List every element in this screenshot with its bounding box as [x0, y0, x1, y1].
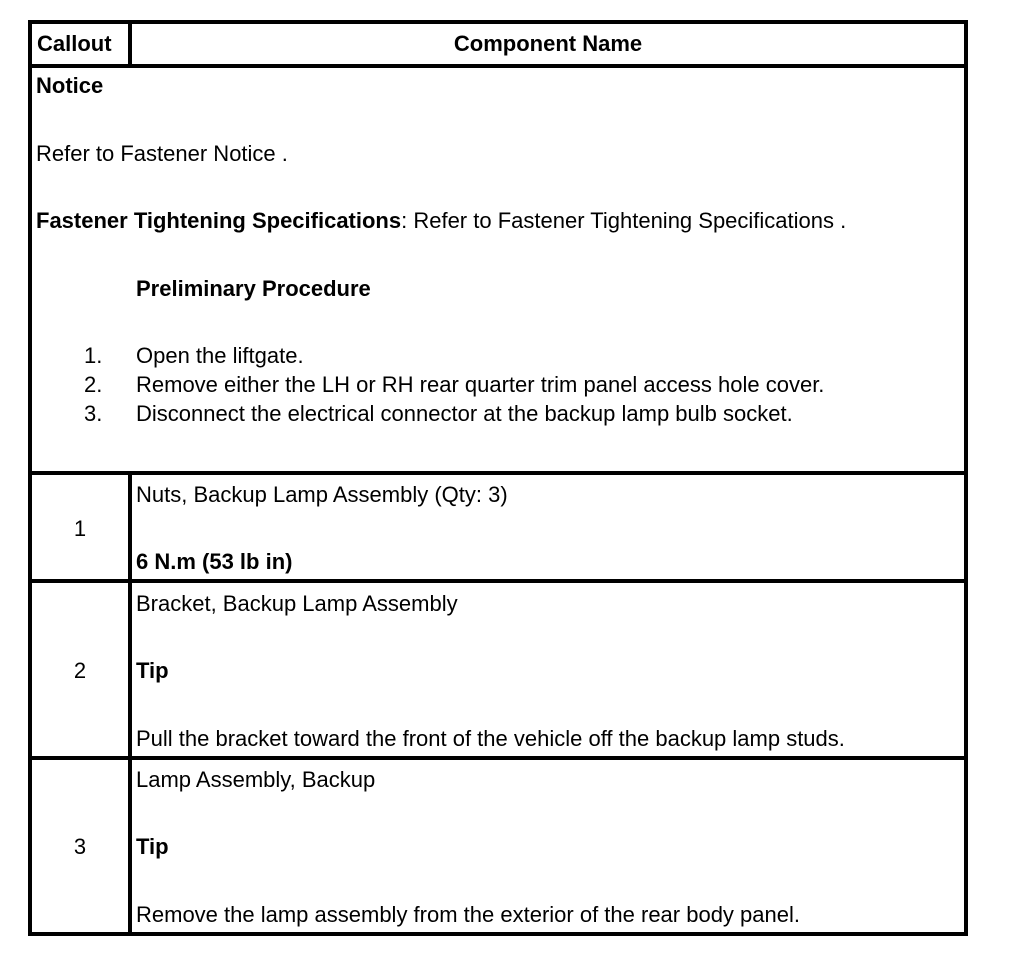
tip-text: Remove the lamp assembly from the exterior of the rear body panel. [136, 902, 800, 927]
component-name: Nuts, Backup Lamp Assembly (Qty: 3) [136, 482, 508, 507]
tip-text: Pull the bracket toward the front of the vehicle off the backup lamp studs. [136, 726, 845, 751]
fastener-spec-text: : Refer to Fastener Tightening Specifications . [401, 208, 847, 233]
step-text: Remove either the LH or RH rear quarter trim panel access hole cover. [136, 372, 825, 397]
notice-title: Notice [36, 73, 104, 98]
step-number: 2. [84, 372, 103, 397]
step-text: Disconnect the electrical connector at the backup lamp bulb socket. [136, 401, 793, 426]
tip-label: Tip [136, 834, 169, 859]
row-2-divider [32, 756, 964, 760]
step-number: 1. [84, 343, 103, 368]
callout-number: 3 [73, 834, 87, 859]
callout-number: 2 [73, 658, 87, 683]
row-1-divider [32, 579, 964, 583]
preliminary-procedure-heading: Preliminary Procedure [136, 276, 371, 301]
step-number: 3. [84, 401, 103, 426]
fastener-spec-label: Fastener Tightening Specifications [36, 208, 402, 233]
notice-divider [32, 471, 964, 475]
fastener-spec-line [36, 208, 846, 234]
component-name: Bracket, Backup Lamp Assembly [136, 591, 458, 616]
tip-label: Tip [136, 658, 169, 683]
header-callout: Callout [37, 31, 112, 56]
torque-spec: 6 N.m (53 lb in) [136, 549, 293, 574]
header-component-name: Component Name [453, 31, 643, 56]
component-name: Lamp Assembly, Backup [136, 767, 376, 792]
column-divider [128, 471, 132, 932]
fastener-notice-text: Refer to Fastener Notice . [36, 141, 288, 166]
step-text: Open the liftgate. [136, 343, 304, 368]
header-divider [32, 64, 964, 68]
callout-number: 1 [73, 516, 87, 541]
